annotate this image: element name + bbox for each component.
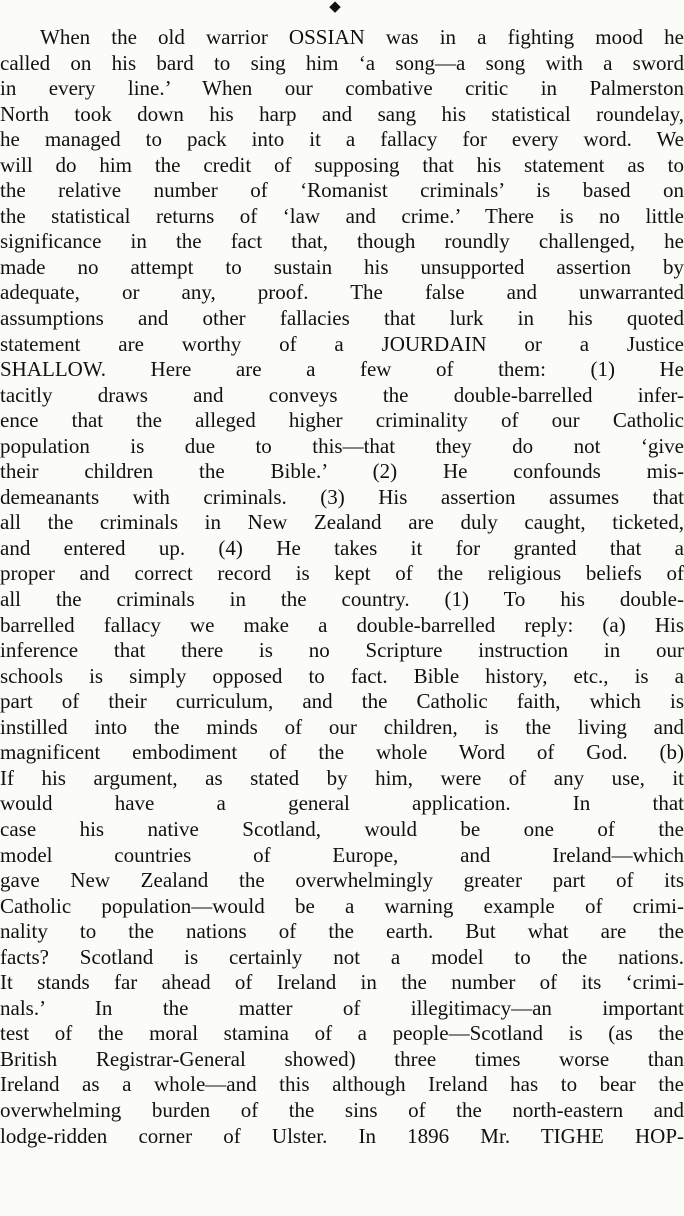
text-line: proper and correct record is kept of the religious beliefs of [0,561,684,586]
text-line: Ireland as a whole—and this although Ireland has to bear the [0,1072,684,1097]
text-line: significance in the fact that, though roundly challenged, he [0,229,684,254]
text-line: demeanants with criminals. (3) His assertion assumes that [0,484,684,509]
text-line: tacitly draws and conveys the double-barrelled infer- [0,382,684,407]
text-line: ence that the alleged higher criminality of our Catholic [0,408,684,433]
text-line: will do him the credit of supposing that his statement as to [0,152,684,177]
text-line: British Registrar-General showed) three times worse than [0,1046,684,1071]
text-line: model countries of Europe, and Ireland—which [0,842,684,867]
text-line: in every line.’ When our combative critic in Palmerston [0,76,684,101]
text-line: would have a general application. In that [0,791,684,816]
text-line: It stands far ahead of Ireland in the number of its ‘crimi- [0,970,684,995]
text-line: he managed to pack into it a fallacy for every word. We [0,127,684,152]
text-line: all the criminals in the country. (1) To his double- [0,587,684,612]
text-line: If his argument, as stated by him, were of any use, it [0,765,684,790]
text-line: nality to the nations of the earth. But what are the [0,919,684,944]
text-line: made no attempt to sustain his unsupported assertion by [0,254,684,279]
text-line: Catholic population—would be a warning example of crimi- [0,893,684,918]
text-line: SHALLOW. Here are a few of them: (1) He [0,357,684,382]
text-line: schools is simply opposed to fact. Bible history, etc., is a [0,663,684,688]
text-line: the statistical returns of ‘law and crime.’ There is no little [0,203,684,228]
text-line: called on his bard to sing him ‘a song—a song with a sword [0,50,684,75]
text-line: instilled into the minds of our children, is the living and [0,714,684,739]
text-line: statement are worthy of a JOURDAIN or a Justice [0,331,684,356]
text-line: gave New Zealand the overwhelmingly greater part of its [0,868,684,893]
article-body [0,25,684,1149]
text-line: magnificent embodiment of the whole Word of God. (b) [0,740,684,765]
text-line: and entered up. (4) He takes it for granted that a [0,535,684,560]
text-line: the relative number of ‘Romanist criminals’ is based on [0,178,684,203]
text-line: population is due to this—that they do not ‘give [0,433,684,458]
text-line: inference that there is no Scripture instruction in our [0,638,684,663]
diamond-ornament-icon: ◆ [329,0,341,15]
text-line: barrelled fallacy we make a double-barrelled reply: (a) His [0,612,684,637]
text-line: When the old warrior OSSIAN was in a fighting mood he [40,25,684,49]
text-line: their children the Bible.’ (2) He confounds mis- [0,459,684,484]
text-line: nals.’ In the matter of illegitimacy—an important [0,995,684,1020]
text-line: overwhelming burden of the sins of the north-eastern and [0,1097,684,1122]
text-line: part of their curriculum, and the Catholic faith, which is [0,689,684,714]
text-line: lodge-ridden corner of Ulster. In 1896 Mr. TIGHE HOP- [0,1123,684,1148]
text-line: North took down his harp and sang his statistical roundelay, [0,101,684,126]
text-line: all the criminals in New Zealand are duly caught, ticketed, [0,510,684,535]
text-line: test of the moral stamina of a people—Scotland is (as the [0,1021,684,1046]
text-line: adequate, or any, proof. The false and unwarranted [0,280,684,305]
text-line: assumptions and other fallacies that lurk in his quoted [0,306,684,331]
text-line: facts? Scotland is certainly not a model to the nations. [0,944,684,969]
text-line: case his native Scotland, would be one of the [0,816,684,841]
